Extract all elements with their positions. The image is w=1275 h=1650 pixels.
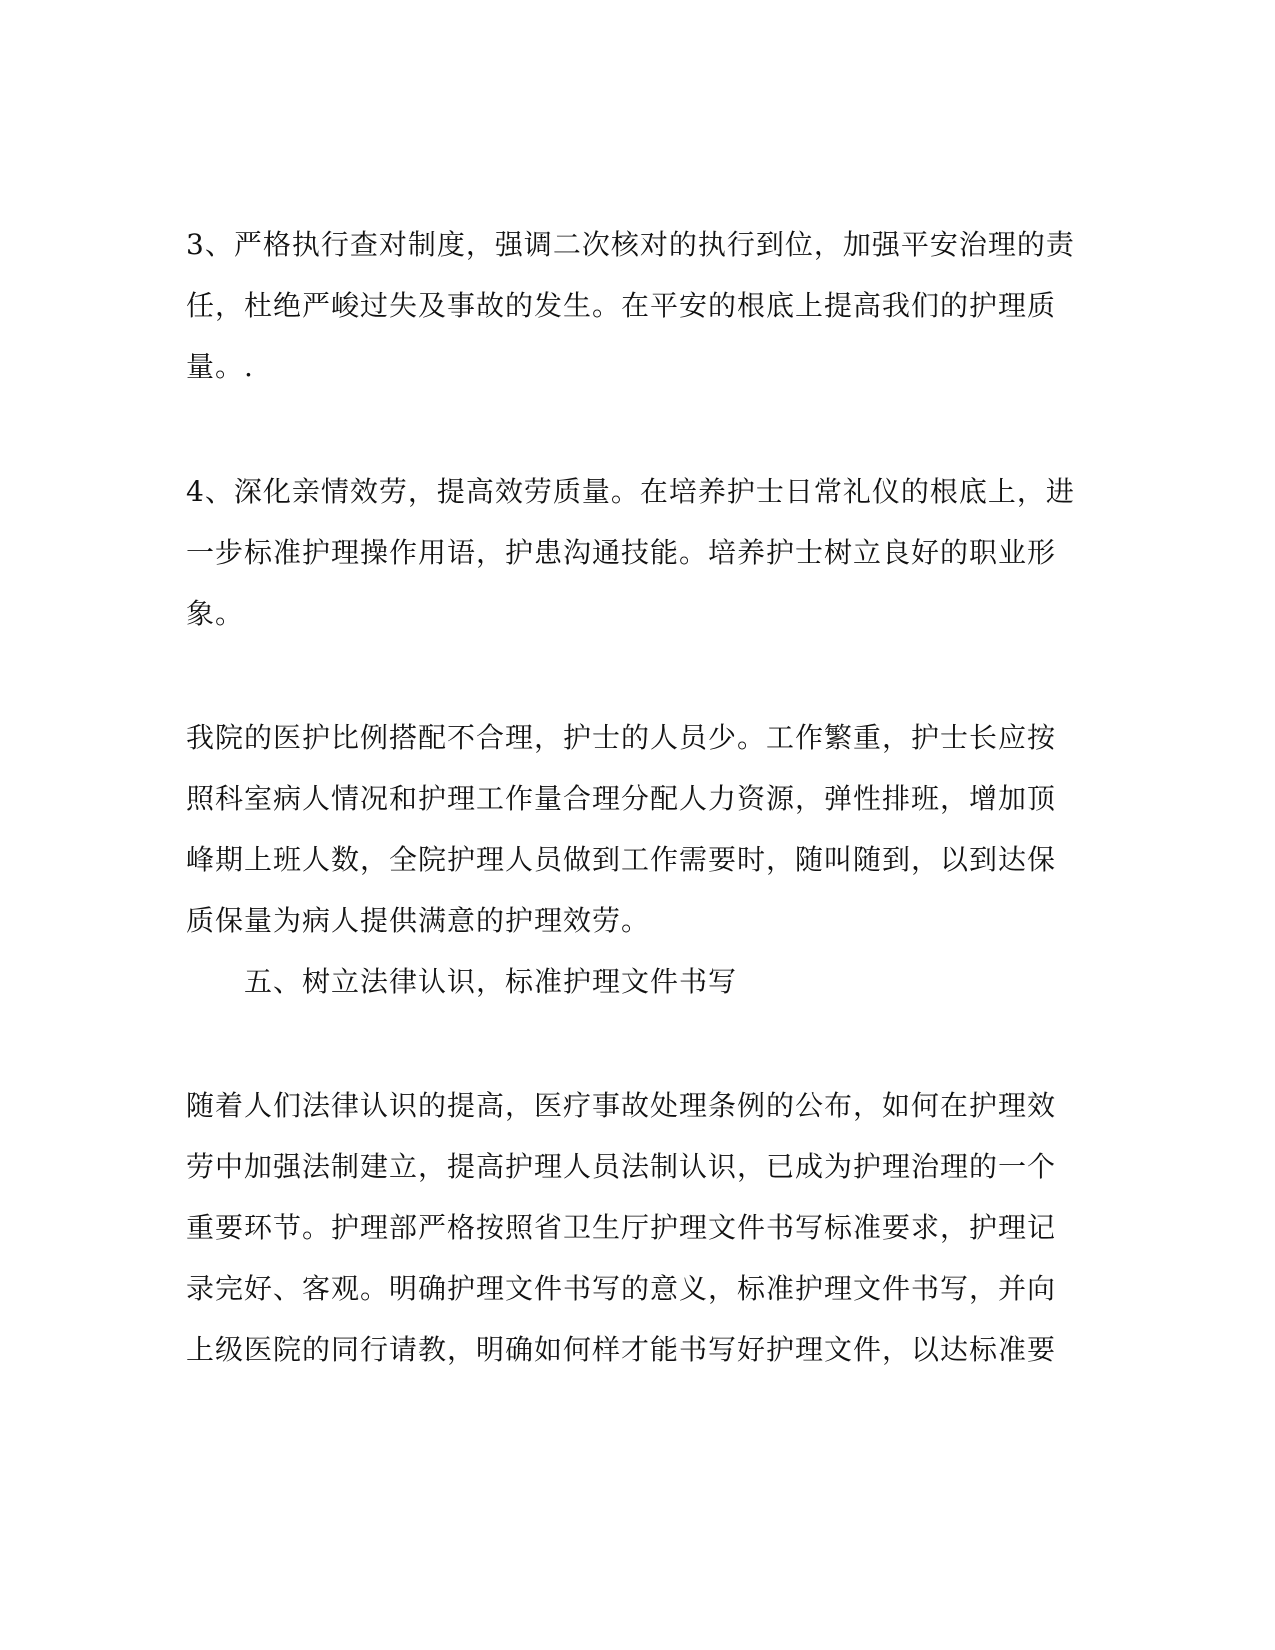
text-line: 量。. [186, 350, 254, 383]
text-line: 上级医院的同行请教，明确如何样才能书写好护理文件，以达标准要 [186, 1333, 1057, 1366]
text-line: 峰期上班人数，全院护理人员做到工作需要时，随叫随到，以到达保 [186, 843, 1057, 876]
text-line: 照科室病人情况和护理工作量合理分配人力资源，弹性排班，增加顶 [186, 782, 1057, 815]
text-line: 录完好、客观。明确护理文件书写的意义，标准护理文件书写，并向 [186, 1272, 1057, 1305]
text-line: 任，杜绝严峻过失及事故的发生。在平安的根底上提高我们的护理质 [186, 289, 1057, 322]
section-heading: 五、树立法律认识，标准护理文件书写 [244, 965, 738, 998]
text-line: 质保量为病人提供满意的护理效劳。 [186, 904, 651, 937]
text-line: 我院的医护比例搭配不合理，护士的人员少。工作繁重，护士长应按 [186, 721, 1057, 754]
text-line: 象。 [186, 597, 245, 630]
text-line: 重要环节。护理部严格按照省卫生厅护理文件书写标准要求，护理记 [186, 1211, 1057, 1244]
text-line: 随着人们法律认识的提高，医疗事故处理条例的公布，如何在护理效 [186, 1089, 1057, 1122]
text-line: 一步标准护理操作用语，护患沟通技能。培养护士树立良好的职业形 [186, 536, 1057, 569]
text-line: 3、严格执行查对制度，强调二次核对的执行到位，加强平安治理的责 [186, 228, 1075, 261]
text-line: 劳中加强法制建立，提高护理人员法制认识，已成为护理治理的一个 [186, 1150, 1057, 1183]
text-line: 4、深化亲情效劳，提高效劳质量。在培养护士日常礼仪的根底上，进 [186, 475, 1075, 508]
